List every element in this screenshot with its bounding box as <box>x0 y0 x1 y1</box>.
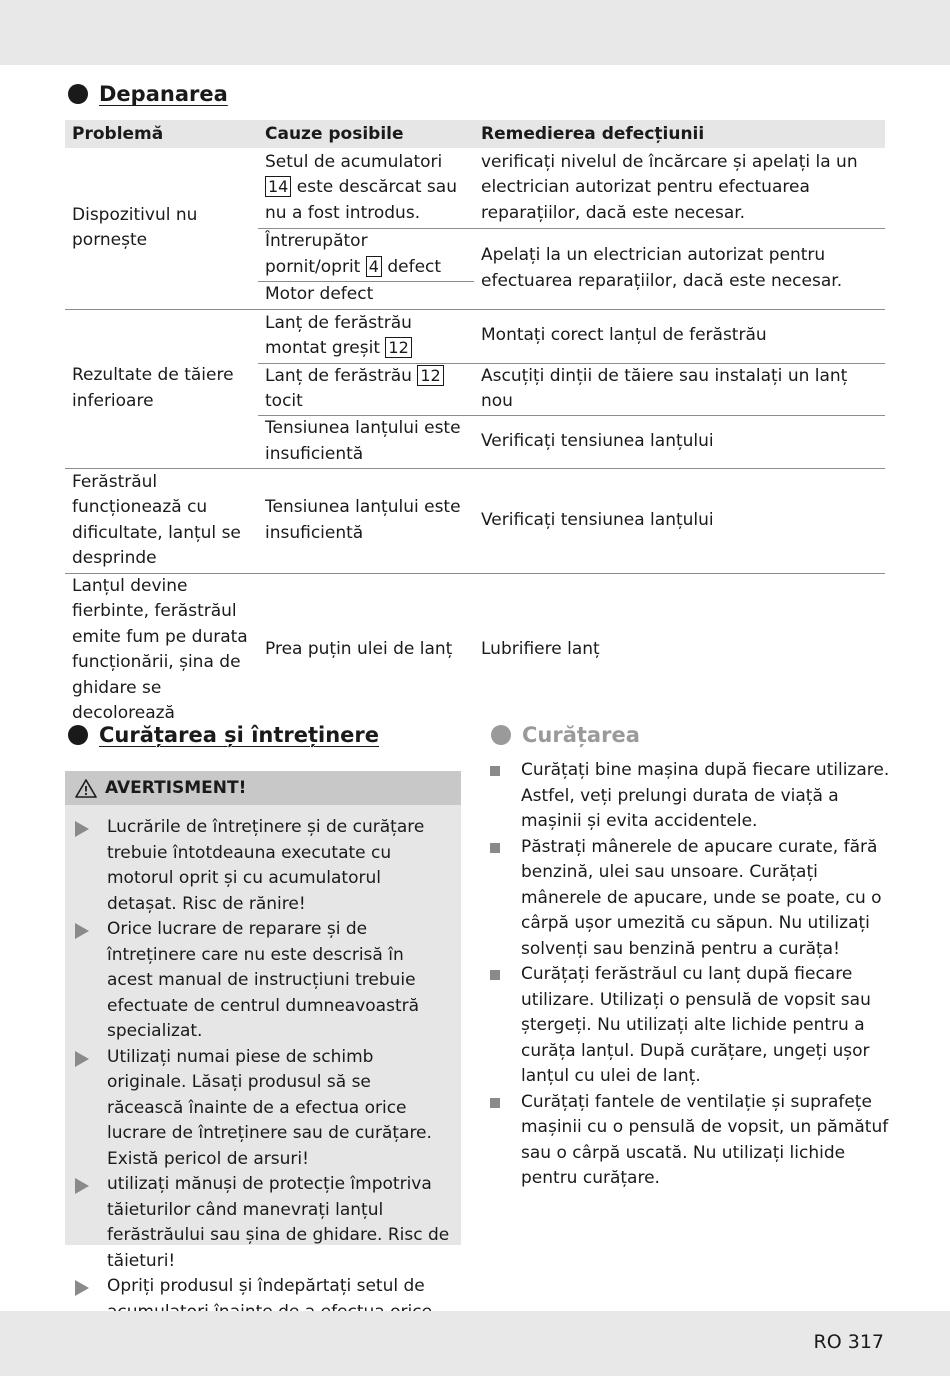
section-title: Depanarea <box>99 82 228 106</box>
part-ref: 4 <box>366 256 382 277</box>
cause-cell: Întrerupător pornit/oprit 4 defect <box>258 228 474 281</box>
list-item: Curățați bine mașina după fiecare utilizare. Astfel, veți prelungi durata de viață a mașinii și evita accidentele. <box>490 758 890 835</box>
remedy-cell: Apelați la un electrician autorizat pentru efectuarea reparațiilor, dacă este necesar. <box>474 228 885 309</box>
square-bullet-icon <box>490 835 521 963</box>
cause-cell: Motor defect <box>258 281 474 309</box>
bullet-icon <box>491 725 511 745</box>
problem-cell: Dispozitivul nu pornește <box>72 204 198 251</box>
arrow-icon <box>75 815 107 917</box>
remedy-cell: verificați nivelul de încărcare și apelați la un electrician autorizat pentru efectuarea reparațiilor, dacă este necesar. <box>481 151 858 223</box>
cause-cell: Setul de acumulatori 14 este descărcat sau nu a fost introdus. <box>265 151 457 223</box>
list-item: Lucrările de întreținere și de curățare trebuie întotdeauna executate cu motorul oprit și cu acumulatorul detașat. Risc de rănire! <box>75 815 451 917</box>
warning-header <box>65 771 461 805</box>
arrow-icon <box>75 1045 107 1173</box>
section-cleaning <box>491 723 640 747</box>
remedy-cell: Lubrifiere lanț <box>474 573 885 727</box>
part-ref: 14 <box>265 176 291 197</box>
list-item: Orice lucrare de reparare și de întreținere care nu este descrisă în acest manual de instrucțiuni trebuie efectuate de centrul dumneavoastră specializat. <box>75 917 451 1045</box>
bullet-icon <box>68 84 88 104</box>
header-remedy: Remedierea defecțiunii <box>474 120 885 148</box>
troubleshooting-table <box>65 120 885 727</box>
table-row <box>65 468 885 573</box>
problem-cell: Ferăstrăul funcționează cu dificultate, lanțul se desprinde <box>65 468 258 573</box>
remedy-cell: Montați corect lanțul de ferăstrău <box>474 309 885 363</box>
remedy-cell: Verificați tensiunea lanțului <box>474 415 885 468</box>
square-bullet-icon <box>490 758 521 835</box>
square-bullet-icon <box>490 962 521 1090</box>
problem-cell: Rezultate de tăiere inferioare <box>65 309 258 468</box>
square-bullet-icon <box>490 1090 521 1192</box>
table-row <box>65 148 885 228</box>
part-ref: 12 <box>417 365 443 386</box>
list-item: Opriți produsul și îndepărtați setul de <box>75 1274 451 1351</box>
warning-box <box>65 771 461 1296</box>
table-row <box>65 573 885 727</box>
remedy-cell: Verificați tensiunea lanțului <box>474 468 885 573</box>
warning-icon <box>75 779 97 798</box>
warning-title: AVERTISMENT! <box>105 778 247 798</box>
warning-list <box>65 805 461 1351</box>
arrow-icon <box>75 917 107 1045</box>
list-item: Curățați ferăstrăul cu lanț după fiecare utilizare. Utilizați o pensulă de vopsit sau ștergeți. Nu utilizați alte lichide pentru a curăța lanțul. După curățare, ungeți ușor lanțul cu ulei de lanț. <box>490 962 890 1090</box>
cause-cell: Lanț de ferăstrău 12 tocit <box>258 363 474 415</box>
page-number: RO 317 <box>813 1331 884 1353</box>
section-maintenance <box>68 723 379 747</box>
list-item: Curățați fantele de ventilație și suprafețe mașinii cu o pensulă de vopsit, un pămătuf sau o cârpă uscată. Nu utilizați lichide pentru curățare. <box>490 1090 890 1192</box>
cleaning-list <box>490 758 890 1192</box>
list-item: Păstrați mânerele de apucare curate, fără benzină, ulei sau unsoare. Curățați mânerele de apucare, unde se poate, cu o cârpă ușor umezită cu săpun. Nu utilizați solvenți sau benzină pentru a curăța! <box>490 835 890 963</box>
header-band <box>0 0 950 65</box>
problem-cell: Lanțul devine fierbinte, ferăstrăul emite fum pe durata funcționării, șina de ghidare se decolorează <box>65 573 258 727</box>
section-title: Curățarea <box>522 723 640 747</box>
arrow-icon <box>75 1172 107 1274</box>
header-causes: Cauze posibile <box>258 120 474 148</box>
list-item: Utilizați numai piese de schimb originale. Lăsați produsul să se răcească înainte de a efectua orice lucrare de întreținere sau de curățare. Există pericol de arsuri! <box>75 1045 451 1173</box>
bullet-icon <box>68 725 88 745</box>
remedy-cell: Ascuțiți dinții de tăiere sau instalați un lanț nou <box>474 363 885 415</box>
cause-cell: Prea puțin ulei de lanț <box>258 573 474 727</box>
cause-cell: Tensiunea lanțului este insuficientă <box>258 468 474 573</box>
section-title: Curățarea și întreținere <box>99 723 380 747</box>
cause-cell: Lanț de ferăstrău montat greșit 12 <box>258 309 474 363</box>
part-ref: 12 <box>385 337 411 358</box>
table-row <box>65 309 885 363</box>
cause-cell: Tensiunea lanțului este insuficientă <box>258 415 474 468</box>
table-header-row <box>65 120 885 148</box>
list-item: utilizați mănuși de protecție împotriva tăieturilor când manevrați lanțul ferăstrăului sau șina de ghidare. Risc de tăieturi! <box>75 1172 451 1274</box>
header-problem: Problemă <box>65 120 258 148</box>
footer-band <box>0 1311 950 1376</box>
section-troubleshooting <box>68 82 228 106</box>
